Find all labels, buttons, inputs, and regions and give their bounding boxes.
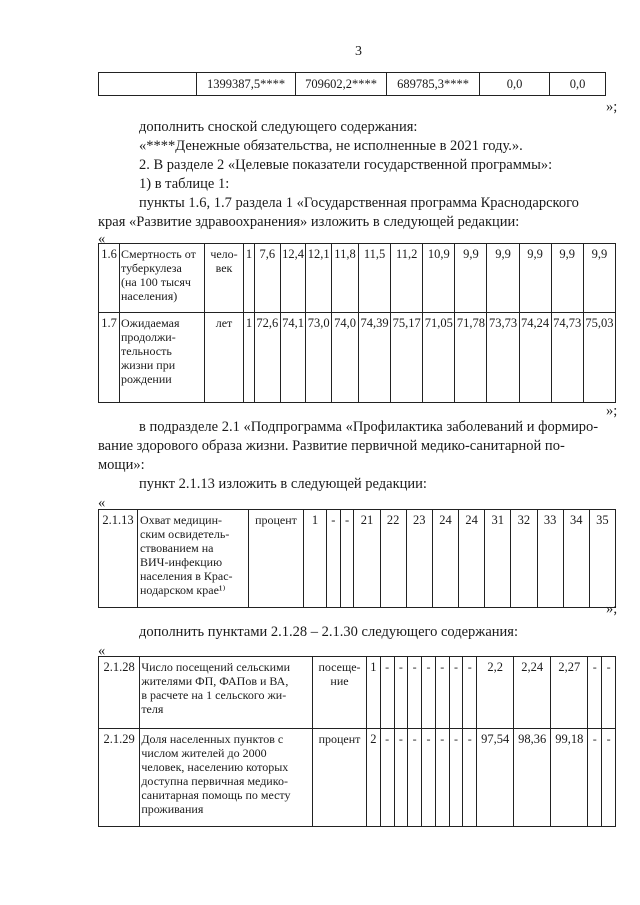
- value-cell: 74,39: [359, 313, 391, 403]
- paragraph: пункты 1.6, 1.7 раздела 1 «Государственная программа Краснодарского: [139, 195, 579, 211]
- paragraph: пункт 2.1.13 изложить в следующей редакции:: [139, 476, 427, 492]
- unit-cell: чело- век: [205, 244, 244, 313]
- value-cell: 33: [537, 510, 563, 608]
- unit-cell: лет: [205, 313, 244, 403]
- value-cell: -: [394, 657, 408, 729]
- value-cell: 9,9: [487, 244, 519, 313]
- opening-quote: «: [98, 643, 106, 659]
- row-number: 1.7: [99, 313, 120, 403]
- value-cell: 73,73: [487, 313, 519, 403]
- value-cell: -: [327, 510, 341, 608]
- value-cell: 99,18: [551, 729, 588, 827]
- value-cell: -: [602, 729, 616, 827]
- indicator-name: Смертность от туберкулеза (на 100 тысяч населения): [120, 244, 205, 313]
- value-cell: 2,27: [551, 657, 588, 729]
- value-cell: 12,4: [280, 244, 306, 313]
- value-cell: 9,9: [551, 244, 583, 313]
- value-cell: 9,9: [455, 244, 487, 313]
- value-cell: -: [422, 657, 436, 729]
- table-cell: 0,0: [550, 73, 606, 96]
- table-cell: 1399387,5****: [197, 73, 296, 96]
- indicator-name: Ожидаемая продолжи- тельность жизни при рождении: [120, 313, 205, 403]
- table-row: [99, 313, 616, 403]
- value-cell: 31: [485, 510, 511, 608]
- table-row: [99, 729, 616, 827]
- value-cell: 97,54: [477, 729, 514, 827]
- value-cell: 72,6: [255, 313, 281, 403]
- value-cell: -: [602, 657, 616, 729]
- value-cell: 22: [380, 510, 406, 608]
- value-cell: 10,9: [423, 244, 455, 313]
- table-cell: 709602,2****: [296, 73, 387, 96]
- paragraph: дополнить сноской следующего содержания:: [139, 119, 418, 135]
- value-cell: 21: [354, 510, 380, 608]
- value-cell: 73,0: [306, 313, 332, 403]
- page-number: 3: [355, 44, 362, 59]
- value-cell: 35: [589, 510, 615, 608]
- value-cell: 74,73: [551, 313, 583, 403]
- value-cell: -: [588, 729, 602, 827]
- value-cell: 9,9: [583, 244, 615, 313]
- value-cell: 11,8: [332, 244, 359, 313]
- unit-cell: посеще- ние: [312, 657, 366, 729]
- opening-quote: «: [98, 495, 106, 511]
- value-cell: -: [463, 729, 477, 827]
- paragraph: 2. В разделе 2 «Целевые показатели государственной программы»:: [139, 157, 553, 173]
- table-cell: [99, 73, 197, 96]
- status-cell: 1: [244, 244, 255, 313]
- value-cell: -: [463, 657, 477, 729]
- value-cell: 75,03: [583, 313, 615, 403]
- status-cell: 1: [244, 313, 255, 403]
- status-cell: 1: [367, 657, 381, 729]
- value-cell: 2,2: [477, 657, 514, 729]
- value-cell: -: [449, 657, 463, 729]
- closing-quote: »;: [606, 99, 618, 115]
- value-cell: -: [408, 729, 422, 827]
- value-cell: -: [588, 657, 602, 729]
- value-cell: -: [408, 657, 422, 729]
- value-cell: -: [394, 729, 408, 827]
- value-cell: 12,1: [306, 244, 332, 313]
- value-cell: -: [380, 657, 394, 729]
- paragraph: вание здорового образа жизни. Развитие первичной медико-санитарной по-: [98, 438, 565, 454]
- table-cell: 0,0: [480, 73, 550, 96]
- value-cell: 11,5: [359, 244, 391, 313]
- value-cell: 24: [432, 510, 458, 608]
- indicator-table-2: [98, 509, 616, 608]
- value-cell: 7,6: [255, 244, 281, 313]
- table-row: [99, 73, 606, 96]
- value-cell: 11,2: [391, 244, 423, 313]
- value-cell: 24: [459, 510, 485, 608]
- status-cell: 2: [367, 729, 381, 827]
- value-cell: -: [435, 729, 449, 827]
- value-cell: 75,17: [391, 313, 423, 403]
- indicator-table-1: [98, 243, 616, 403]
- paragraph: дополнить пунктами 2.1.28 – 2.1.30 следующего содержания:: [139, 624, 518, 640]
- row-number: 2.1.13: [99, 510, 138, 608]
- paragraph: в подразделе 2.1 «Подпрограмма «Профилактика заболеваний и формиро-: [139, 419, 599, 435]
- indicator-name: Охват медицин- ским освидетель- ствованием на ВИЧ-инфекцию населения в Крас- нодарском крае¹⁾: [138, 510, 249, 608]
- row-number: 1.6: [99, 244, 120, 313]
- unit-cell: процент: [312, 729, 366, 827]
- paragraph: края «Развитие здравоохранения» изложить в следующей редакции:: [98, 214, 520, 230]
- value-cell: -: [422, 729, 436, 827]
- paragraph: мощи»:: [98, 457, 145, 473]
- indicator-name: Доля населенных пунктов с числом жителей до 2000 человек, населению которых доступна первичная медико- санитарная помощь по месту проживания: [140, 729, 313, 827]
- closing-quote: »;: [606, 601, 618, 617]
- value-cell: 74,24: [519, 313, 551, 403]
- paragraph: 1) в таблице 1:: [139, 176, 230, 192]
- indicator-table-3: [98, 656, 616, 827]
- value-cell: 71,05: [423, 313, 455, 403]
- opening-quote: «: [98, 231, 106, 247]
- value-cell: -: [435, 657, 449, 729]
- value-cell: -: [380, 729, 394, 827]
- status-cell: 1: [304, 510, 327, 608]
- value-cell: 74,0: [332, 313, 359, 403]
- table-row: [99, 657, 616, 729]
- value-cell: -: [340, 510, 354, 608]
- value-cell: 74,1: [280, 313, 306, 403]
- closing-quote: »;: [606, 403, 618, 419]
- value-cell: 23: [406, 510, 432, 608]
- value-cell: 71,78: [455, 313, 487, 403]
- top-table: [98, 72, 606, 96]
- unit-cell: процент: [249, 510, 304, 608]
- value-cell: 32: [511, 510, 537, 608]
- table-cell: 689785,3****: [387, 73, 480, 96]
- table-row: [99, 244, 616, 313]
- paragraph: «****Денежные обязательства, не исполненные в 2021 году.».: [139, 138, 523, 154]
- value-cell: 98,36: [514, 729, 551, 827]
- table-row: [99, 510, 616, 608]
- value-cell: 9,9: [519, 244, 551, 313]
- indicator-name: Число посещений сельскими жителями ФП, ФАПов и ВА, в расчете на 1 сельского жи- теля: [140, 657, 313, 729]
- value-cell: -: [449, 729, 463, 827]
- row-number: 2.1.28: [99, 657, 140, 729]
- value-cell: 2,24: [514, 657, 551, 729]
- value-cell: 34: [563, 510, 589, 608]
- row-number: 2.1.29: [99, 729, 140, 827]
